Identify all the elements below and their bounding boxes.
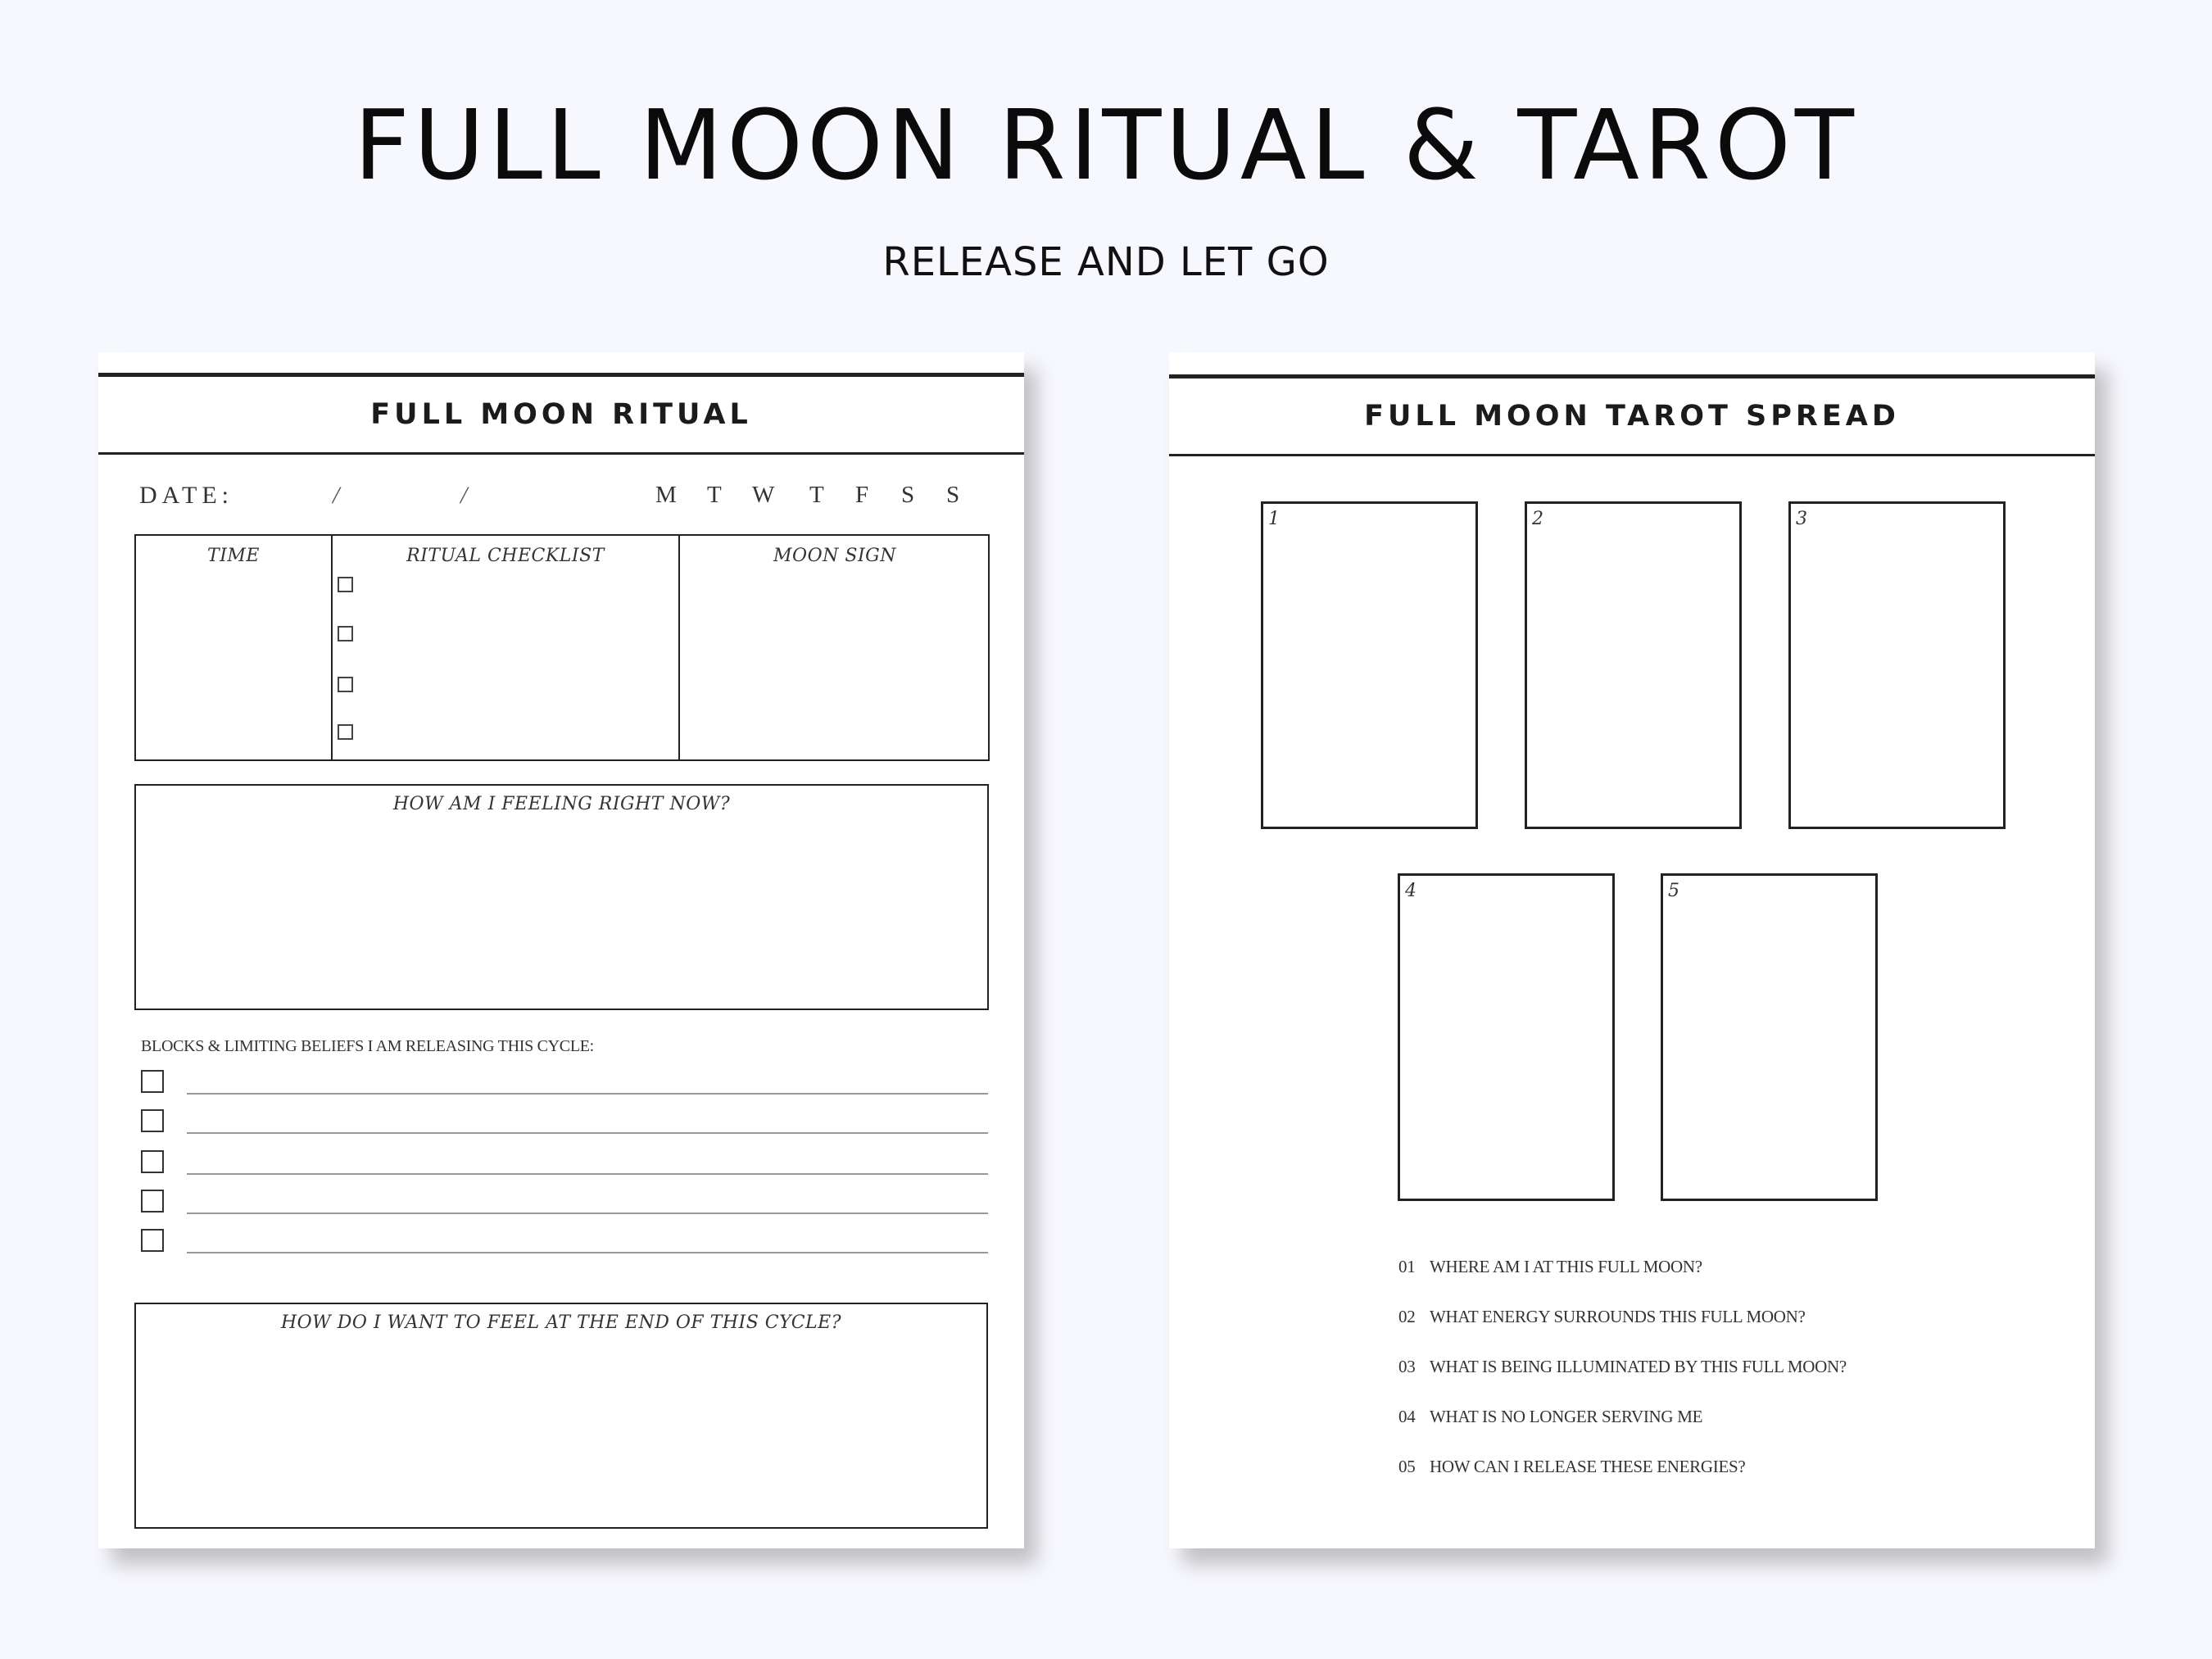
spread-question-1 <box>1398 1257 1702 1277</box>
end-of-cycle-prompt: HOW DO I WANT TO FEEL AT THE END OF THIS CYCLE? <box>280 1312 842 1333</box>
question-number: 04 <box>1398 1407 1416 1426</box>
spread-question-4 <box>1398 1407 1702 1427</box>
day-monday: M <box>655 482 677 508</box>
ritual-checkbox[interactable] <box>338 677 353 692</box>
block-row <box>141 1150 993 1178</box>
date-label: DATE: <box>139 482 233 509</box>
question-text: WHAT IS BEING ILLUMINATED BY THIS FULL MOON? <box>1430 1357 1847 1376</box>
day-tuesday: T <box>707 482 722 508</box>
grid-divider-2 <box>678 536 680 759</box>
ritual-header-title: FULL MOON RITUAL <box>370 398 752 431</box>
day-friday: F <box>855 482 869 508</box>
card-number: 4 <box>1405 881 1416 901</box>
date-separator-2: / <box>460 482 468 509</box>
tarot-header-band <box>1169 374 2095 456</box>
block-write-line[interactable] <box>187 1132 988 1134</box>
question-text: WHERE AM I AT THIS FULL MOON? <box>1430 1257 1702 1276</box>
spread-question-2 <box>1398 1307 1806 1327</box>
date-separator-1: / <box>333 482 340 509</box>
day-thursday: T <box>809 482 824 508</box>
spread-question-3 <box>1398 1357 1847 1377</box>
question-text: HOW CAN I RELEASE THESE ENERGIES? <box>1430 1457 1746 1476</box>
block-row <box>141 1229 993 1257</box>
feeling-prompt: HOW AM I FEELING RIGHT NOW? <box>392 794 731 814</box>
block-write-line[interactable] <box>187 1252 988 1253</box>
ritual-checkbox[interactable] <box>338 626 353 641</box>
question-number: 02 <box>1398 1307 1416 1326</box>
blocks-label: BLOCKS & LIMITING BELIEFS I AM RELEASING THIS CYCLE: <box>141 1037 594 1055</box>
tarot-page <box>1169 352 2095 1548</box>
block-write-line[interactable] <box>187 1213 988 1214</box>
card-number: 5 <box>1668 881 1679 901</box>
day-wednesday: W <box>752 482 775 508</box>
question-number: 03 <box>1398 1357 1416 1376</box>
block-checkbox[interactable] <box>141 1109 164 1132</box>
ritual-page <box>98 352 1024 1548</box>
question-number: 01 <box>1398 1257 1416 1276</box>
question-text: WHAT IS NO LONGER SERVING ME <box>1430 1407 1703 1426</box>
card-number: 1 <box>1268 509 1280 529</box>
question-number: 05 <box>1398 1457 1416 1476</box>
block-row <box>141 1109 993 1137</box>
feeling-box[interactable] <box>134 784 989 1010</box>
block-checkbox[interactable] <box>141 1229 164 1252</box>
question-text: WHAT ENERGY SURROUNDS THIS FULL MOON? <box>1430 1307 1806 1326</box>
block-write-line[interactable] <box>187 1093 988 1095</box>
main-title: FULL MOON RITUAL & TAROT <box>354 88 1858 202</box>
block-checkbox[interactable] <box>141 1190 164 1213</box>
main-subtitle: RELEASE AND LET GO <box>882 239 1330 285</box>
grid-divider-1 <box>331 536 333 759</box>
block-checkbox[interactable] <box>141 1150 164 1173</box>
block-write-line[interactable] <box>187 1173 988 1175</box>
block-row <box>141 1190 993 1217</box>
ritual-checkbox[interactable] <box>338 724 353 740</box>
card-number: 3 <box>1796 509 1807 529</box>
day-saturday: S <box>901 482 915 508</box>
spread-question-5 <box>1398 1457 1745 1477</box>
ritual-checklist-label: RITUAL CHECKLIST <box>406 546 605 566</box>
tarot-card-slot-2[interactable] <box>1525 501 1742 829</box>
day-sunday: S <box>946 482 960 508</box>
time-column-label: TIME <box>207 546 260 566</box>
tarot-card-slot-5[interactable] <box>1661 873 1878 1201</box>
tarot-card-slot-4[interactable] <box>1398 873 1615 1201</box>
end-of-cycle-box[interactable] <box>134 1303 988 1529</box>
tarot-card-slot-1[interactable] <box>1261 501 1478 829</box>
tarot-card-slot-3[interactable] <box>1788 501 2006 829</box>
tarot-header-title: FULL MOON TAROT SPREAD <box>1364 400 1900 433</box>
block-row <box>141 1070 993 1098</box>
ritual-grid <box>134 534 990 761</box>
block-checkbox[interactable] <box>141 1070 164 1093</box>
card-number: 2 <box>1532 509 1543 529</box>
moon-sign-label: MOON SIGN <box>773 546 896 566</box>
ritual-header-band <box>98 373 1024 455</box>
ritual-checkbox[interactable] <box>338 577 353 592</box>
